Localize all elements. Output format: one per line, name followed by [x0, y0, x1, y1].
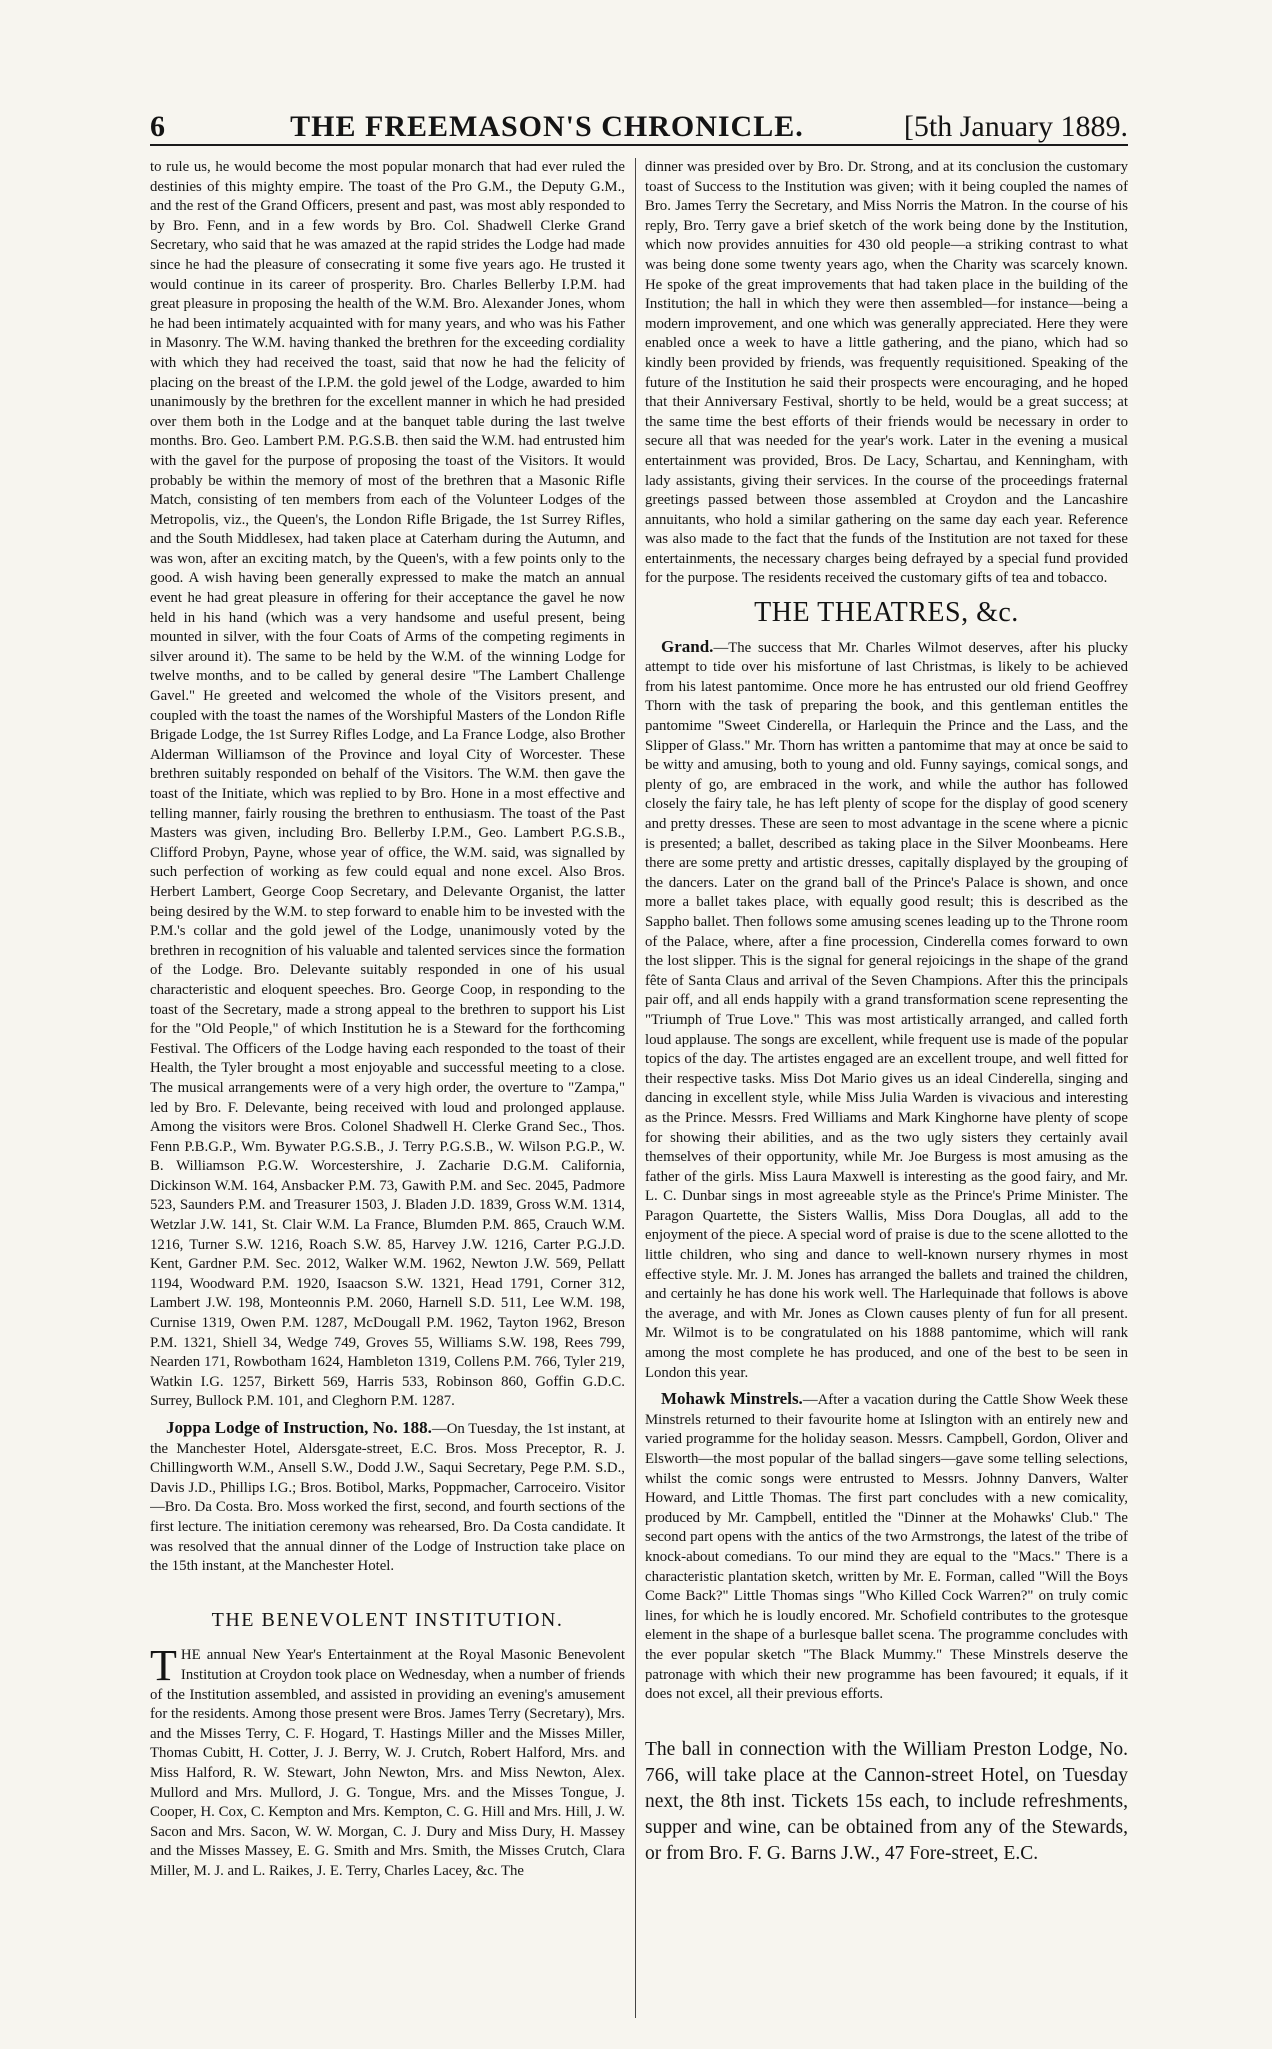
- benevolent-text: HE annual New Year's Entertainment at the Royal Masonic Benevolent Institution at Croydon took place on Wednesday, when a number of friends of the Institution assembled, and assisted in providing an evening's amusement for the residents. Among those present were Bros. James Terry (Secretary), Mrs. and the Misses Terry, C. F. Hogard, T. Hastings Miller and the Misses Miller, Thomas Cubitt, H. Cotter, J. J. Berry, W. J. Crutch, Robert Halford, Mrs. and Miss Halford, R. W. Stewart, John Newton, Mrs. and Miss Newton, Alex. Mullord and Mrs. Mullord, J. G. Tongue, Mrs. and the Misses Tongue, J. Cooper, H. Cox, C. Kempton and Mrs. Kempton, C. G. Hill and Mrs. Hill, J. W. Sacon and Mrs. Sacon, W. W. Morgan, C. J. Dury and Miss Dury, H. Massey and the Misses Massey, E. G. Smith and Mrs. Smith, the Misses Crutch, Clara Miller, M. J. and L. Raikes, J. E. Terry, Charles Lacey, &c. The: [150, 1647, 625, 1879]
- grand-theatre-paragraph: [645, 637, 1128, 1384]
- publication-title: THE FREEMASON'S CHRONICLE.: [290, 110, 804, 143]
- issue-date: [5th January 1889.: [903, 110, 1128, 143]
- benevolent-section-title: THE BENEVOLENT INSTITUTION.: [211, 1608, 564, 1631]
- benevolent-continued-paragraph: dinner was presided over by Bro. Dr. Strong, and at its conclusion the customary toast of Success to the Institution was given; with it being coupled the names of Bro. James Terry the Secretary, and Miss Norris the Matron. In the course of his reply, Bro. Terry gave a brief sketch of the work being done by the Institution, which now provides annuities for 430 old people—a striking contrast to what was being done some twenty years ago, when the Charity was scarcely known. He spoke of the great improvements that had taken place in the building of the Institution; the hall in which they were then assembled—for instance—being a modern improvement, and one which was generally appreciated. Here they were enabled once a week to have a little gathering, and the piano, which had so kindly been provided by friends, was frequently requisitioned. Speaking of the future of the Institution he said their prospects were encouraging, and he hoped that their Anniversary Festival, shortly to be held, would be a great success; at the same time the best efforts of their friends would be necessary in order to secure all that was needed for the year's work. Later in the evening a musical entertainment was provided, Bros. De Lacy, Schartau, and Kenningham, with lady assistants, giving their services. In the course of the proceedings fraternal greetings passed between those assembled at Croydon and the Lancashire annuitants, who hold a similar gathering on the same day each year. Reference was also made to the fact that the funds of the Institution are not taxed for these entertainments, the necessary charges being defrayed by a special fund provided for the purpose. The residents received the customary gifts of tea and tobacco.: [645, 159, 1128, 587]
- column-divider: [635, 158, 636, 2018]
- mohawk-minstrels-heading: Mohawk Minstrels.: [661, 1389, 803, 1409]
- grand-theatre-heading: Grand.: [661, 636, 714, 656]
- ball-notice: The ball in connection with the William Preston Lodge, No. 766, will take place at the Cannon-street Hotel, on Tuesday next, the 8th inst. Tickets 15s each, to include refreshments, supper and wine, can be obtained from any of the Stewards, or from Bro. F. G. Barns J.W., 47 Fore-street, E.C.: [645, 1738, 1128, 1864]
- lodge-report-paragraph: to rule us, he would become the most popular monarch that had ever ruled the destinies of this mighty empire. The toast of the Pro G.M., the Deputy G.M., and the rest of the Grand Officers, present and past, was most ably responded to by Bro. Fenn, and in a few words by Bro. Col. Shadwell Clerke Grand Secretary, who said that he was amazed at the rapid strides the Lodge had made since he had the pleasure of consecrating it some five years ago. He trusted it would continue in its career of prosperity. Bro. Charles Bellerby I.P.M. had great pleasure in proposing the health of the W.M. Bro. Alexander Jones, whom he had been intimately acquainted with for many years, and who was his Father in Masonry. The W.M. having thanked the brethren for the exceeding cordiality with which they had received the toast, said that now he had the felicity of placing on the breast of the I.P.M. the gold jewel of the Lodge, awarded to him unanimously by the brethren for the excellent manner in which he had presided over them both in the Lodge and at the banquet table during the last twelve months. Bro. Geo. Lambert P.M. P.G.S.B. then said the W.M. had entrusted him with the gavel for the purpose of proposing the toast of the Visitors. It would probably be within the memory of most of the brethren that a Masonic Rifle Match, consisting of ten members from each of the Volunteer Lodges of the Metropolis, viz., the Queen's, the London Rifle Brigade, the 1st Surrey Rifles, and the South Middlesex, had taken place at Caterham during the Autumn, and was won, after an exciting match, by the Queen's, with a few points only to the good. A wish having been generally expressed to make the match an annual event he had great pleasure in offering for their acceptance the gavel he now held in his hand (which was a very handsome and useful present, being mounted in silver, with the four Coats of Arms of the competing regiments in silver around it). The same to be held by the W.M. of the winning Lodge for twelve months, and to be called by general desire "The Lambert Challenge Gavel." He greeted and welcomed the whole of the Visitors present, and coupled with the toast the names of the Worshipful Masters of the London Rifle Brigade Lodge, the 1st Surrey Rifles Lodge, and La France Lodge, also Brother Alderman Williamson of the Province and loyal City of Worcester. These brethren suitably responded on behalf of the Visitors. The W.M. then gave the toast of the Initiate, which was replied to by Bro. Hone in a most effective and telling manner, fairly rousing the brethren to enthusiasm. The toast of the Past Masters was given, including Bro. Bellerby I.P.M., Geo. Lambert P.G.S.B., Clifford Probyn, Payne, whose year of office, the W.M. said, was signalled by such perfection of working as few could equal and none excel. Also Bros. Herbert Lambert, George Coop Secretary, and Delevante Organist, the latter being desired by the W.M. to step forward to enable him to be invested with the P.M.'s collar and the gold jewel of the Lodge, unanimously voted by the brethren in recognition of his valuable and talented services since the formation of the Lodge. Bro. Delevante suitably responded in one of his usual characteristic and eloquent speeches. Bro. George Coop, in responding to the toast of the Secretary, made a strong appeal to the brethren to support his List for the "Old People," of which Institution he is a Steward for the forthcoming Festival. The Officers of the Lodge having each responded to the toast of their Health, the Tyler brought a most enjoyable and successful meeting to a close. The musical arrangements were of a very high order, the overture to "Zampa," led by Bro. F. Delevante, being received with loud and prolonged applause. Among the visitors were Bros. Colonel Shadwell H. Clerke Grand Sec., Thos. Fenn P.B.G.P., Wm. Bywater P.G.S.B., J. Terry P.G.S.B., W. Wilson P.G.P., W. B. Williamson P.G.W. Worcestershire, J. Zacharie D.G.M. California, Dickinson W.M. 164, Ansbacker P.M. 73, Gawith P.M. and Sec. 2045, Padmore 523, Saunders P.M. and Treasurer 1503, J. Bladen J.D. 1839, Gross W.M. 1314, Wetzlar J.W. 141, St. Clair W.M. La France, Blumden P.M. 865, Crauch W.M. 1216, Turner S.W. 1216, Roach S.W. 85, Harvey J.W. 1216, Carter P.G.J.D. Kent, Gardner P.M. Sec. 2012, Walker W.M. 1962, Newton J.W. 569, Pellatt 1194, Woodward P.M. 1920, Isaacson S.W. 1321, Head 1791, Corner 312, Lambert J.W. 198, Monteonnis P.M. 2060, Harnell S.D. 511, Lee W.M. 198, Curnise 1319, Owen P.M. 1287, McDougall P.M. 1962, Tayton 1962, Breson P.M. 1321, Shiell 34, Wedge 749, Groves 55, Williams S.W. 198, Rees 799, Nearden 171, Rowbotham 1624, Hambleton 1319, Collens P.M. 766, Tyler 219, Watkin I.G. 1257, Birkett 569, Harris 533, Robinson 860, Goffin G.D.C. Surrey, Bullock P.M. 101, and Cleghorn P.M. 1287.: [150, 159, 625, 1410]
- joppa-lodge-paragraph: [150, 1418, 625, 1577]
- joppa-lodge-heading: Joppa Lodge of Instruction, No. 188.: [166, 1418, 432, 1437]
- left-column: [150, 158, 625, 2038]
- joppa-lodge-text: —On Tuesday, the 1st instant, at the Manchester Hotel, Aldersgate-street, E.C. Bros. Moss Preceptor, R. J. Chillingworth W.M., Ansell S.W., Dodd J.W., Saqui Secretary, Pege P.M. S.D., Davis J.D., Phillips I.G.; Bros. Botibol, Marks, Poppmacher, Carroceiro. Visitor—Bro. Da Costa. Bro. Moss worked the first, second, and fourth sections of the first lecture. The initiation ceremony was rehearsed, Bro. Da Costa candidate. It was resolved that the annual dinner of the Lodge of Instruction take place on the 15th instant, at the Manchester Hotel.: [150, 1421, 625, 1575]
- drop-cap: T: [150, 1641, 177, 1691]
- benevolent-paragraph: [150, 1641, 625, 1881]
- right-column: [645, 158, 1128, 2038]
- mohawk-minstrels-text: —After a vacation during the Cattle Show Week these Minstrels returned to their favourite home at Islington with an entirely new and varied programme for the holiday season. Messrs. Campbell, Gordon, Oliver and Elsworth—the most popular of the ballad singers—gave some telling selections, whilst the comic songs were entrusted to Messrs. Johnny Danvers, Walter Howard, and Little Thomas. The first part concludes with a new comicality, produced by Mr. Campbell, entitled the "Dinner at the Mohawks' Club." The second part opens with the antics of the two Armstrongs, the latest of the tribe of knock-about comedians. To our mind they are equal to the "Macs." There is a characteristic plantation sketch, written by Mr. E. Forman, called "Will the Boys Come Back?" Little Thomas sings "Who Killed Cock Warren?" on truly comic lines, for which he is loudly encored. Mr. Schofield contributes to the grotesque element in the shape of a burlesque ballet scena. The programme concludes with the ever popular sketch "The Black Mummy." These Minstrels deserve the patronage with which their new programme has been favoured; it equals, if it does not excel, all their previous efforts.: [645, 1392, 1128, 1703]
- page-number: 6: [150, 110, 165, 143]
- grand-theatre-text: —The success that Mr. Charles Wilmot deserves, after his plucky attempt to tide over his misfortune of last Christmas, is likely to be achieved from his latest pantomime. Once more he has entrusted our old friend Geoffrey Thorn with the task of preparing the book, and this gentleman entitles the pantomime "Sweet Cinderella, or Harlequin the Prince and the Lass, and the Slipper of Glass." Mr. Thorn has written a pantomime that may at once be said to be witty and amusing, both to young and old. Funny sayings, comical songs, and plenty of go, are embraced in the work, and while the author has followed closely the fairy tale, he has left plenty of scope for the display of good scenery and pretty dresses. These are seen to most advantage in the scene where a picnic is presented; a ballet, described as taking place in the Silver Moonbeams. Here there are some pretty and artistic dresses, capitally displayed by the grouping of the dancers. Later on the grand ball of the Prince's Palace is shown, and once more a ballet takes place, with equally good result; this is described as the Sappho ballet. Then follows some amusing scenes leading up to the Throne room of the Palace, where, after a fine procession, Cinderella comes forward to own the lost slipper. This is the signal for general rejoicings in the shape of the grand fête of Santa Claus and arrival of the Seven Champions. After this the principals pair off, and all ends happily with a grand transformation scene representing the "Triumph of True Love." This was most artistically arranged, and called forth loud applause. The songs are excellent, while frequent use is made of the popular topics of the day. The artistes engaged are an excellent troupe, and well fitted for their respective tasks. Miss Dot Mario gives us an ideal Cinderella, singing and dancing in excellent style, while Miss Julia Warden is vivacious and interesting as the Prince. Messrs. Fred Williams and Mark Kinghorne have plenty of scope for showing their abilities, and as the two ugly sisters they certainly avail themselves of their opportunity, while Mr. Joe Burgess is most amusing as the father of the girls. Miss Laura Maxwell is interesting as the good fairy, and Mr. L. C. Dunbar sings in most agreeable style as the Prince's Prime Minister. The Paragon Quartette, the Sisters Wallis, Miss Dora Douglas, all add to the enjoyment of the piece. A special word of praise is due to the scene allotted to the little children, who sing and dance to well-known nursery rhymes in most effective style. Mr. J. M. Jones has arranged the ballets and trained the children, and certainly he has done his work well. The Harlequinade that follows is above the average, and with Mr. Jones as Clown causes plenty of fun for all present. Mr. Wilmot is to be congratulated on his 1888 pantomime, which will rank among the most complete he has produced, and one of the best to be seen in London this year.: [645, 639, 1128, 1381]
- theatres-section-title: THE THEATRES, &c.: [754, 597, 1019, 629]
- mohawk-minstrels-paragraph: [645, 1389, 1128, 1705]
- masthead: [150, 104, 1128, 146]
